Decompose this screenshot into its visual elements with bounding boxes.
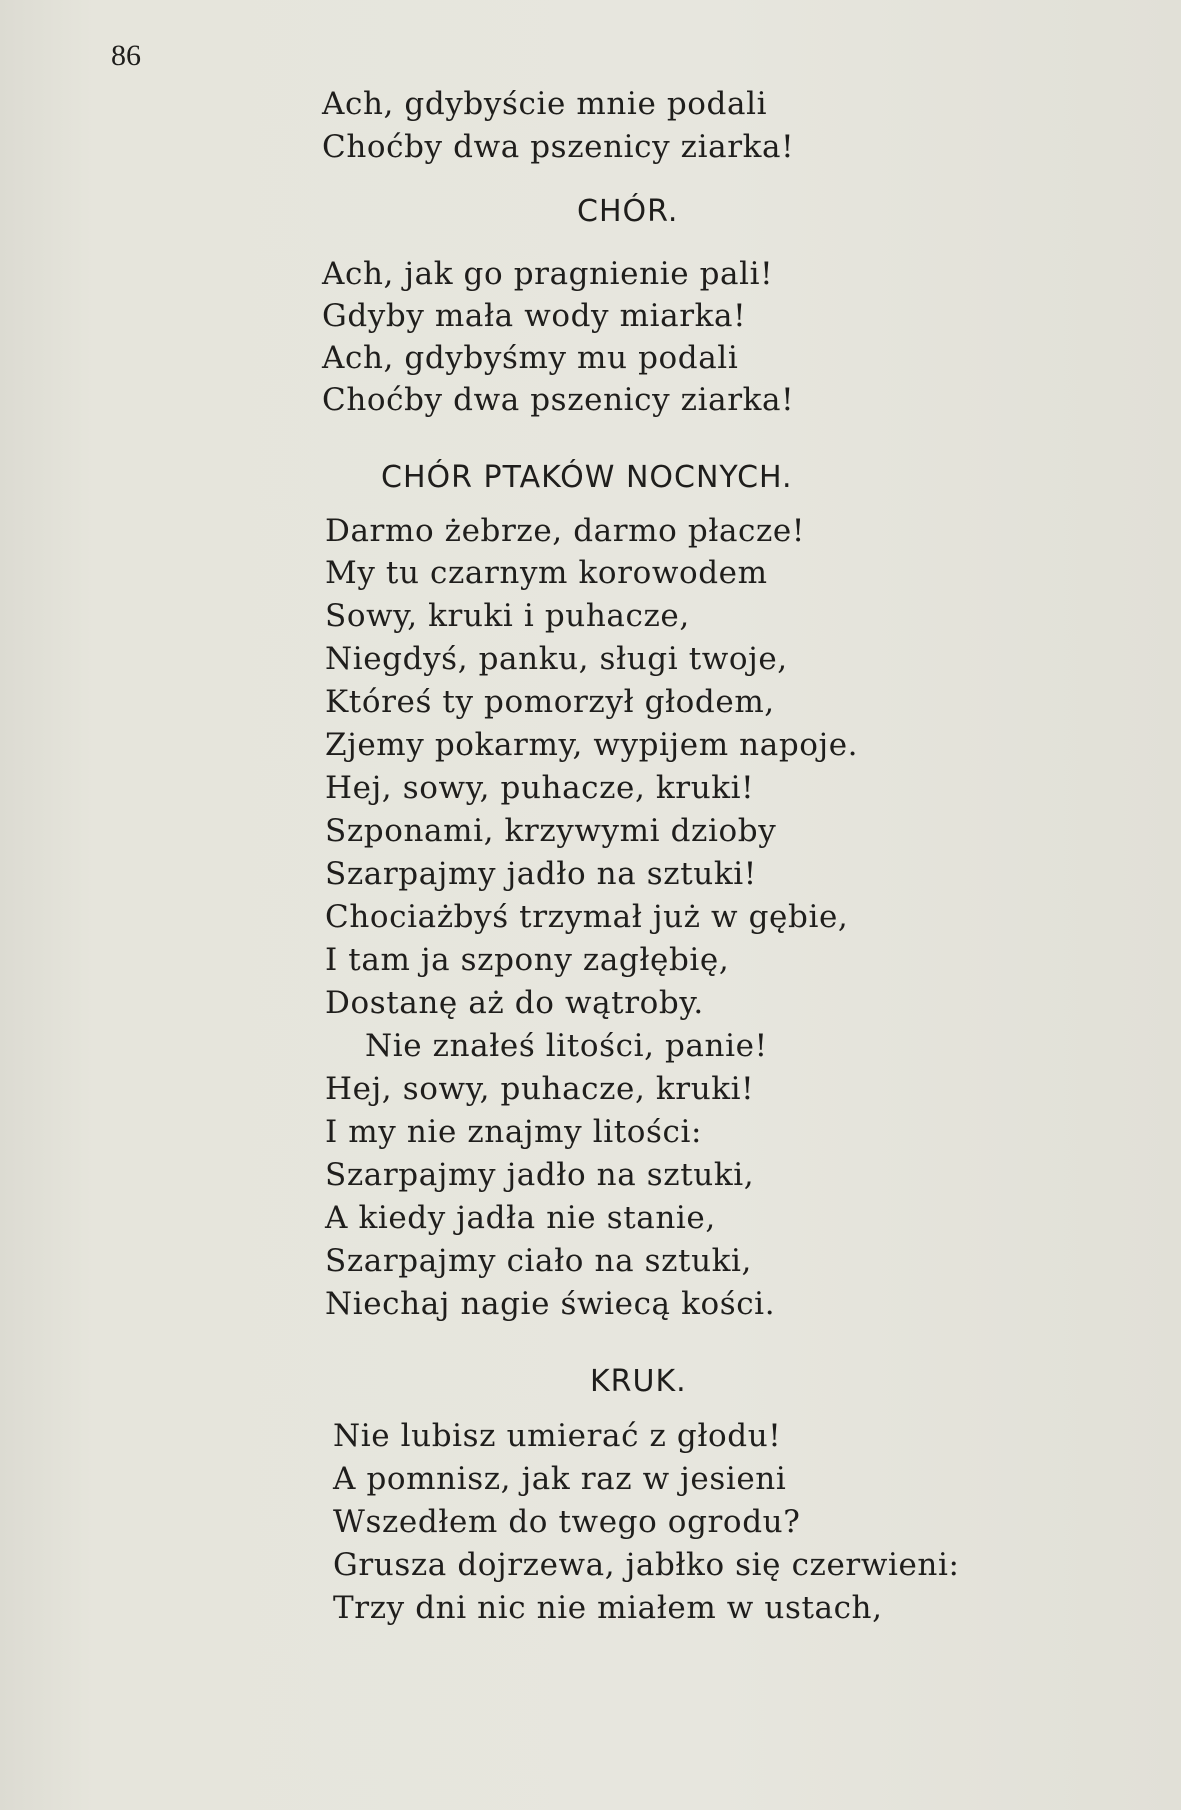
verse-line: Szarpajmy jadło na sztuki, [325,1157,755,1193]
verse-line: Nie znałeś litości, panie! [365,1028,768,1064]
verse-line: Niegdyś, panku, sługi twoje, [325,641,788,677]
verse-line: A kiedy jadła nie stanie, [325,1200,716,1236]
verse-line: Wszedłem do twego ogrodu? [333,1504,801,1540]
verse-line: Szarpajmy jadło na sztuki! [325,856,757,892]
verse-line: Dostanę aż do wątroby. [325,985,704,1021]
verse-line: Zjemy pokarmy, wypijem napoje. [325,727,859,763]
verse-line: Chociażbyś trzymał już w gębie, [325,899,849,935]
verse-line: Trzy dni nic nie miałem w ustach, [333,1590,883,1626]
verse-line: Ach, gdybyście mnie podali [322,86,768,122]
verse-line: Sowy, kruki i puhacze, [325,598,690,634]
verse-line: Hej, sowy, puhacze, kruki! [325,1071,755,1107]
verse-line: Grusza dojrzewa, jabłko się czerwieni: [333,1547,960,1583]
speaker-heading: CHÓR PTAKÓW NOCNYCH. [381,460,793,495]
verse-line: My tu czarnym korowodem [325,555,768,591]
verse-line: Szarpajmy ciało na sztuki, [325,1243,753,1279]
verse-line: Niechaj nagie świecą kości. [325,1286,776,1322]
verse-line: Ach, jak go pragnienie pali! [322,256,774,292]
verse-line: I my nie znajmy litości: [325,1114,703,1150]
verse-line: Darmo żebrze, darmo płacze! [325,513,805,549]
speaker-heading: KRUK. [590,1364,687,1399]
speaker-heading: CHÓR. [577,194,679,229]
verse-line: Choćby dwa pszenicy ziarka! [322,129,795,165]
verse-line: Choćby dwa pszenicy ziarka! [322,382,795,418]
verse-line: Szponami, krzywymi dzioby [325,813,777,849]
verse-line: Gdyby mała wody miarka! [322,298,747,334]
verse-line: Któreś ty pomorzył głodem, [325,684,775,720]
page-number: 86 [111,39,141,72]
verse-line: A pomnisz, jak raz w jesieni [333,1461,787,1497]
verse-line: Hej, sowy, puhacze, kruki! [325,770,755,806]
verse-line: I tam ja szpony zagłębię, [325,942,730,978]
verse-line: Ach, gdybyśmy mu podali [322,340,739,376]
verse-line: Nie lubisz umierać z głodu! [333,1418,782,1454]
